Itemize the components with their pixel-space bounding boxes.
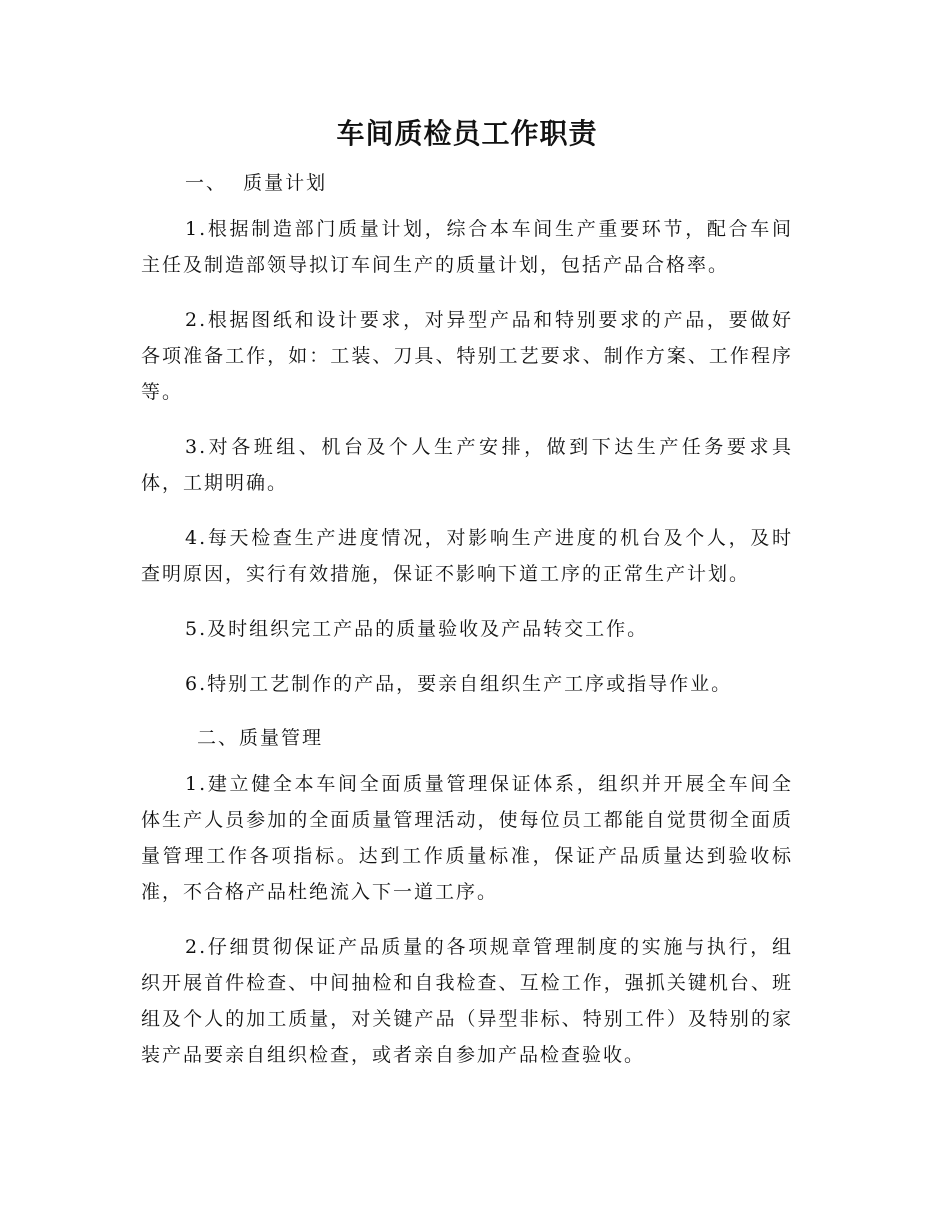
paragraph: 5.及时组织完工产品的质量验收及产品转交工作。 xyxy=(185,618,649,640)
section-heading: 一、 质量计划 xyxy=(185,172,328,194)
paragraph: 3.对各班组、机台及个人生产安排，做到下达生产任务要求具体，工期明确。 xyxy=(141,436,793,494)
paragraph: 4.每天检查生产进度情况，对影响生产进度的机台及个人，及时查明原因，实行有效措施，保证不影响下道工序的正常生产计划。 xyxy=(141,527,793,585)
paragraph: 1.建立健全本车间全面质量管理保证体系，组织并开展全车间全体生产人员参加的全面质量管理活动，使每位员工都能自觉贯彻全面质量管理工作各项指标。达到工作质量标准，保证产品质量达到验收标准，不合格产品杜绝流入下一道工序。 xyxy=(141,773,793,903)
document-body xyxy=(141,112,793,1092)
paragraph: 2.根据图纸和设计要求，对异型产品和特别要求的产品，要做好各项准备工作，如：工装、刀具、特别工艺要求、制作方案、工作程序等。 xyxy=(141,309,793,403)
section-quality-management xyxy=(141,721,793,1073)
paragraph: 1.根据制造部门质量计划，综合本车间生产重要环节，配合车间主任及制造部领导拟订车间生产的质量计划，包括产品合格率。 xyxy=(141,218,793,276)
document-title: 车间质检员工作职责 xyxy=(336,117,598,150)
paragraph: 2.仔细贯彻保证产品质量的各项规章管理制度的实施与执行，组织开展首件检查、中间抽检和自我检查、互检工作，强抓关键机台、班组及个人的加工质量，对关键产品（异型非标、特别工件）及特别的家装产品要亲自组织检查，或者亲自参加产品检查验收。 xyxy=(141,936,793,1066)
section-quality-plan xyxy=(141,166,793,702)
section-heading: 二、质量管理 xyxy=(197,727,324,749)
paragraph: 6.特别工艺制作的产品，要亲自组织生产工序或指导作业。 xyxy=(185,673,733,695)
